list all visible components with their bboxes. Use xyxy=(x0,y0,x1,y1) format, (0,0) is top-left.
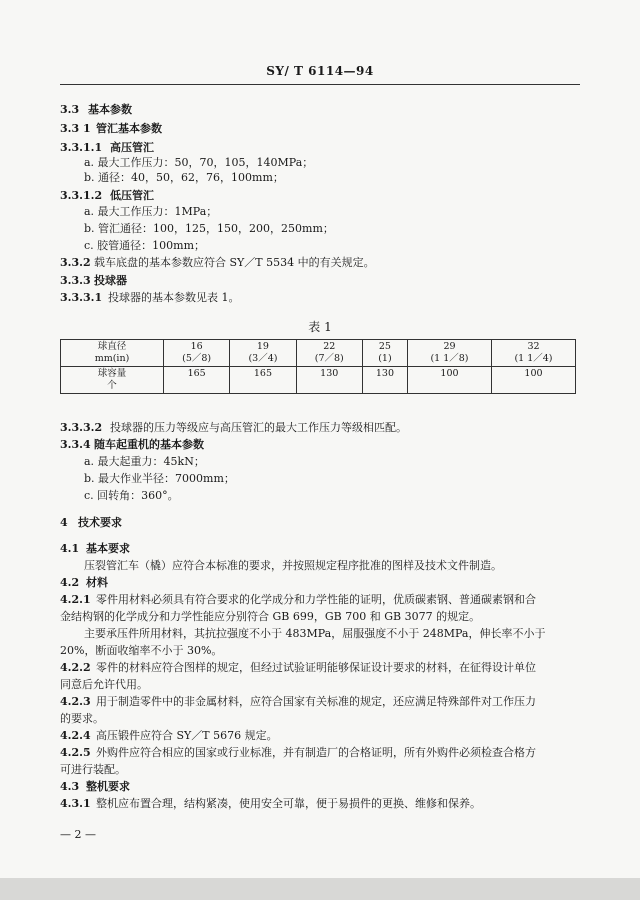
list-item: b. 管汇通径：100，125，150，200，250mm； xyxy=(84,222,334,235)
list-item: c. 胶管通径：100mm； xyxy=(84,239,206,252)
section-number: 4.2.2 xyxy=(60,661,91,674)
section-4-2-5 xyxy=(60,746,536,760)
section-text: 投球器的压力等级应与高压管汇的最大工作压力等级相匹配。 xyxy=(110,421,407,434)
table-cell: 165 xyxy=(230,367,296,394)
table-row xyxy=(61,340,576,367)
table-cell: 29 (1 1／8) xyxy=(408,340,492,367)
section-3-3-1 xyxy=(60,122,162,136)
ball-injector-table xyxy=(60,339,576,394)
section-number: 3.3.4 xyxy=(60,438,91,451)
section-number: 4.3.1 xyxy=(60,797,91,810)
table-row-header: 球容量 个 xyxy=(61,367,164,394)
table-cell: 32 (1 1／4) xyxy=(491,340,575,367)
section-3-3-3-2 xyxy=(60,421,407,435)
section-number: 3.3 1 xyxy=(60,122,91,135)
section-number: 3.3.3 xyxy=(60,274,91,287)
section-title: 整机要求 xyxy=(86,780,130,793)
table-row xyxy=(61,367,576,394)
table-cell: 165 xyxy=(164,367,230,394)
section-number: 4.2.1 xyxy=(60,593,91,606)
section-4-2 xyxy=(60,576,108,590)
table-cell: 130 xyxy=(362,367,407,394)
paragraph-continuation: 的要求。 xyxy=(60,712,104,725)
section-text: 零件用材料必须具有符合要求的化学成分和力学性能的证明，优质碳素钢、普通碳素钢和合 xyxy=(96,593,536,606)
section-4-2-2 xyxy=(60,661,536,675)
list-item: c. 回转角：360°。 xyxy=(84,489,179,502)
section-4-2-4 xyxy=(60,729,278,743)
section-4-2-1 xyxy=(60,593,536,607)
section-text: 零件的材料应符合图样的规定，但经过试验证明能够保证设计要求的材料，在征得设计单位 xyxy=(96,661,536,674)
section-number: 4 xyxy=(60,516,68,529)
table-caption: 表 1 xyxy=(308,320,332,334)
standard-header: SY/ T 6114—94 xyxy=(266,64,374,78)
section-3-3 xyxy=(60,103,132,117)
section-title: 管汇基本参数 xyxy=(96,122,162,135)
section-number: 3.3.2 xyxy=(60,256,91,269)
section-4 xyxy=(60,516,122,530)
section-text: 载车底盘的基本参数应符合 SY／T 5534 中的有关规定。 xyxy=(94,256,375,269)
table-cell: 16 (5／8) xyxy=(164,340,230,367)
section-title: 技术要求 xyxy=(78,516,122,529)
table-cell: 130 xyxy=(296,367,362,394)
list-item: b. 最大作业半径：7000mm； xyxy=(84,472,235,485)
section-number: 4.3 xyxy=(60,780,80,793)
section-number: 4.1 xyxy=(60,542,80,555)
section-number: 4.2.4 xyxy=(60,729,91,742)
paragraph-continuation: 可进行装配。 xyxy=(60,763,126,776)
paragraph: 主要承压件所用材料，其抗拉强度不小于 483MPa，屈服强度不小于 248MPa，伸长率不小于 xyxy=(84,627,546,640)
list-item: a. 最大工作压力：50，70，105，140MPa； xyxy=(84,156,314,169)
section-title: 投球器 xyxy=(94,274,127,287)
paragraph-continuation: 金结构钢的化学成分和力学性能应分别符合 GB 699，GB 700 和 GB 3077 的规定。 xyxy=(60,610,481,623)
section-number: 4.2.3 xyxy=(60,695,91,708)
section-text: 用于制造零件中的非金属材料，应符合国家有关标准的规定，还应满足特殊部件对工作压力 xyxy=(96,695,536,708)
section-title: 低压管汇 xyxy=(110,189,154,202)
section-number: 4.2 xyxy=(60,576,80,589)
paragraph-continuation: 同意后允许代用。 xyxy=(60,678,148,691)
table-cell: 100 xyxy=(408,367,492,394)
table-cell: 25 (1) xyxy=(362,340,407,367)
section-4-3 xyxy=(60,780,130,794)
list-item: b. 通径：40，50，62，76，100mm； xyxy=(84,171,284,184)
section-3-3-3-1 xyxy=(60,291,240,305)
section-4-1 xyxy=(60,542,130,556)
section-number: 3.3 xyxy=(60,103,80,116)
section-number: 3.3.1.1 xyxy=(60,141,103,154)
section-title: 随车起重机的基本参数 xyxy=(94,438,204,451)
section-number: 3.3.1.2 xyxy=(60,189,103,202)
section-3-3-4 xyxy=(60,438,204,452)
section-3-3-3 xyxy=(60,274,127,288)
section-number: 3.3.3.2 xyxy=(60,421,103,434)
section-title: 高压管汇 xyxy=(110,141,154,154)
section-number: 3.3.3.1 xyxy=(60,291,103,304)
section-number: 4.2.5 xyxy=(60,746,91,759)
paragraph: 压裂管汇车（橇）应符合本标准的要求，并按照规定程序批准的图样及技术文件制造。 xyxy=(84,559,502,572)
list-item: a. 最大起重力：45kN； xyxy=(84,455,205,468)
section-title: 基本参数 xyxy=(88,103,132,116)
section-text: 整机应布置合理，结构紧凑，使用安全可靠，便于易损件的更换、维修和保养。 xyxy=(96,797,481,810)
header-rule xyxy=(60,84,580,85)
table-cell: 19 (3／4) xyxy=(230,340,296,367)
section-text: 投球器的基本参数见表 1。 xyxy=(108,291,240,304)
table-cell: 22 (7／8) xyxy=(296,340,362,367)
section-3-3-2 xyxy=(60,256,375,270)
table-cell: 100 xyxy=(491,367,575,394)
list-item: a. 最大工作压力：1MPa； xyxy=(84,205,218,218)
section-4-3-1 xyxy=(60,797,481,811)
paragraph-continuation: 20%，断面收缩率不小于 30%。 xyxy=(60,644,223,657)
section-4-2-3 xyxy=(60,695,536,709)
section-3-3-1-2 xyxy=(60,189,154,203)
page-number: — 2 — xyxy=(60,828,96,841)
section-title: 材料 xyxy=(86,576,108,589)
scan-edge xyxy=(0,878,640,900)
section-3-3-1-1 xyxy=(60,141,154,155)
section-text: 高压锻件应符合 SY／T 5676 规定。 xyxy=(96,729,278,742)
section-text: 外购件应符合相应的国家或行业标准，并有制造厂的合格证明，所有外购件必须检查合格方 xyxy=(96,746,536,759)
section-title: 基本要求 xyxy=(86,542,130,555)
table-row-header: 球直径 mm(in) xyxy=(61,340,164,367)
